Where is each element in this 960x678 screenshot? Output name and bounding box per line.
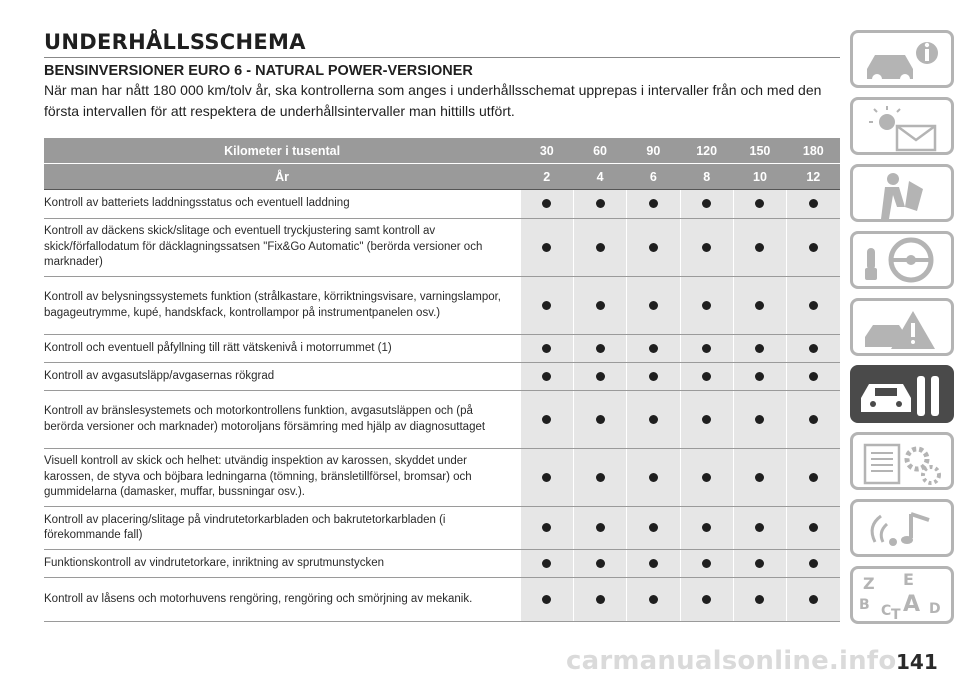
header-year-value: 12: [787, 164, 840, 190]
title-divider: [44, 57, 840, 58]
maintenance-schedule-table: [44, 138, 840, 622]
header-km-value: 150: [733, 138, 786, 164]
header-year-value: 6: [627, 164, 680, 190]
interval-cell: [680, 578, 733, 622]
check-dot-icon: [809, 372, 818, 381]
interval-cell: [733, 219, 786, 277]
interval-cell: [733, 449, 786, 507]
table-row: [44, 190, 840, 219]
check-dot-icon: [702, 243, 711, 252]
interval-cell: [733, 335, 786, 363]
interval-cell: [787, 190, 840, 219]
check-dot-icon: [649, 559, 658, 568]
check-dot-icon: [809, 243, 818, 252]
table-row: [44, 550, 840, 578]
check-dot-icon: [596, 372, 605, 381]
interval-cell: [733, 507, 786, 550]
header-year-value: 2: [520, 164, 573, 190]
check-dot-icon: [755, 559, 764, 568]
interval-cell: [680, 277, 733, 335]
interval-cell: [520, 277, 573, 335]
check-dot-icon: [809, 473, 818, 482]
interval-cell: [733, 190, 786, 219]
check-dot-icon: [809, 344, 818, 353]
interval-cell: [787, 507, 840, 550]
table-row: [44, 578, 840, 622]
technical-data-icon: [853, 435, 951, 487]
check-dot-icon: [596, 199, 605, 208]
watermark: carmanualsonline.info: [566, 646, 897, 676]
interval-cell: [627, 578, 680, 622]
interval-cell: [520, 190, 573, 219]
check-dot-icon: [596, 559, 605, 568]
index-letter: C: [881, 603, 892, 619]
interval-cell: [787, 219, 840, 277]
check-dot-icon: [702, 523, 711, 532]
check-dot-icon: [809, 559, 818, 568]
interval-cell: [787, 277, 840, 335]
interval-cell: [573, 277, 626, 335]
interval-cell: [680, 550, 733, 578]
key-steering-icon: [853, 234, 951, 286]
index-letter: B: [859, 597, 870, 613]
check-dot-icon: [755, 199, 764, 208]
header-year-value: 10: [733, 164, 786, 190]
interval-cell: [520, 335, 573, 363]
chapter-tab-car-info[interactable]: [850, 30, 954, 88]
check-dot-icon: [542, 344, 551, 353]
interval-cell: [627, 277, 680, 335]
check-description: Kontroll av låsens och motorhuvens rengöring, rengöring och smörjning av mekanik.: [44, 578, 520, 622]
check-dot-icon: [649, 301, 658, 310]
check-dot-icon: [542, 415, 551, 424]
check-dot-icon: [755, 344, 764, 353]
interval-cell: [573, 363, 626, 391]
check-dot-icon: [649, 415, 658, 424]
check-description: Funktionskontroll av vindrutetorkare, inriktning av sprutmunstycken: [44, 550, 520, 578]
interval-cell: [520, 219, 573, 277]
check-dot-icon: [755, 372, 764, 381]
interval-cell: [627, 335, 680, 363]
check-dot-icon: [809, 199, 818, 208]
check-dot-icon: [596, 243, 605, 252]
interval-cell: [520, 391, 573, 449]
table-row: [44, 219, 840, 277]
check-dot-icon: [755, 243, 764, 252]
check-dot-icon: [542, 243, 551, 252]
interval-cell: [573, 578, 626, 622]
interval-cell: [787, 335, 840, 363]
interval-cell: [680, 449, 733, 507]
header-km-value: 60: [573, 138, 626, 164]
chapter-tab-multimedia[interactable]: [850, 499, 954, 557]
index-letter: A: [903, 592, 921, 617]
interval-cell: [520, 507, 573, 550]
section-subtitle: BENSINVERSIONER EURO 6 - NATURAL POWER-VERSIONER: [44, 63, 473, 79]
check-description: Visuell kontroll av skick och helhet: utvändig inspektion av karossen, skyddet under karossen, de styva och böjbara ledningarna (tömning, bränsletillförsel, bromsar) och gummidelarna (damasker, muffar, bussningar osv.).: [44, 449, 520, 507]
schedule-rows: [44, 190, 840, 622]
check-description: Kontroll av däckens skick/slitage och eventuell tryckjustering samt kontroll av skick/förfallodatum för däcklagningssatsen "Fix&Go Automatic" (berörda versioner och marknader): [44, 219, 520, 277]
interval-cell: [733, 277, 786, 335]
check-dot-icon: [649, 372, 658, 381]
header-km-value: 180: [787, 138, 840, 164]
interval-cell: [680, 363, 733, 391]
interval-cell: [573, 391, 626, 449]
check-dot-icon: [702, 372, 711, 381]
check-dot-icon: [649, 243, 658, 252]
interval-cell: [680, 190, 733, 219]
chapter-tab-emergency-car[interactable]: [850, 298, 954, 356]
car-maintenance-icon: [853, 368, 951, 420]
interval-cell: [733, 550, 786, 578]
chapter-tab-warning-lights[interactable]: [850, 97, 954, 155]
interval-cell: [520, 449, 573, 507]
check-dot-icon: [649, 595, 658, 604]
warning-lights-icon: [853, 100, 951, 152]
check-dot-icon: [809, 301, 818, 310]
check-dot-icon: [702, 301, 711, 310]
table-row: [44, 277, 840, 335]
chapter-tab-technical-data[interactable]: [850, 432, 954, 490]
table-row: [44, 449, 840, 507]
header-year-label: År: [44, 164, 520, 190]
check-dot-icon: [755, 473, 764, 482]
check-dot-icon: [649, 523, 658, 532]
check-dot-icon: [596, 415, 605, 424]
check-description: Kontroll av placering/slitage på vindrutetorkarbladen och bakrutetorkarbladen (i förekommande fall): [44, 507, 520, 550]
chapter-tab-car-maintenance[interactable]: [850, 365, 954, 423]
header-km-label: Kilometer i tusental: [44, 138, 520, 164]
check-description: Kontroll av avgasutsläpp/avgasernas rökgrad: [44, 363, 520, 391]
index-letter: T: [891, 607, 901, 621]
check-dot-icon: [809, 523, 818, 532]
check-dot-icon: [755, 523, 764, 532]
header-km-value: 30: [520, 138, 573, 164]
intro-paragraph: När man har nått 180 000 km/tolv år, ska kontrollerna som anges i underhållsschemat upprepas i intervaller från och med den första intervallen för att respektera de underhållsintervaller man hittills utfört.: [44, 82, 822, 119]
chapter-tab-safety-airbag[interactable]: [850, 164, 954, 222]
safety-airbag-icon: [853, 167, 951, 219]
interval-cell: [733, 363, 786, 391]
alphabetical-index-icon: [853, 569, 951, 621]
interval-cell: [520, 578, 573, 622]
header-km-value: 90: [627, 138, 680, 164]
interval-cell: [627, 391, 680, 449]
interval-cell: [733, 578, 786, 622]
interval-cell: [787, 449, 840, 507]
check-dot-icon: [755, 301, 764, 310]
check-dot-icon: [702, 415, 711, 424]
interval-cell: [680, 335, 733, 363]
check-dot-icon: [596, 595, 605, 604]
check-dot-icon: [755, 415, 764, 424]
check-dot-icon: [542, 372, 551, 381]
interval-cell: [573, 335, 626, 363]
check-dot-icon: [702, 199, 711, 208]
header-row-kilometers: [44, 138, 840, 164]
index-letter: Z: [863, 574, 875, 593]
interval-cell: [627, 507, 680, 550]
check-description: Kontroll av batteriets laddningsstatus och eventuell laddning: [44, 190, 520, 219]
interval-cell: [627, 219, 680, 277]
header-row-years: [44, 164, 840, 190]
emergency-car-icon: [853, 301, 951, 353]
check-dot-icon: [542, 559, 551, 568]
interval-cell: [627, 449, 680, 507]
interval-cell: [680, 219, 733, 277]
check-dot-icon: [649, 199, 658, 208]
interval-cell: [573, 550, 626, 578]
interval-cell: [787, 391, 840, 449]
table-row: [44, 335, 840, 363]
page-title: UNDERHÅLLSSCHEMA: [44, 30, 306, 54]
chapter-tab-alphabetical-index[interactable]: [850, 566, 954, 624]
check-dot-icon: [809, 415, 818, 424]
check-dot-icon: [649, 473, 658, 482]
check-dot-icon: [702, 595, 711, 604]
check-description: Kontroll och eventuell påfyllning till rätt vätskenivå i motorrummet (1): [44, 335, 520, 363]
chapter-tab-key-steering[interactable]: [850, 231, 954, 289]
interval-cell: [627, 363, 680, 391]
check-dot-icon: [596, 344, 605, 353]
check-dot-icon: [649, 344, 658, 353]
check-dot-icon: [702, 559, 711, 568]
interval-cell: [573, 219, 626, 277]
check-dot-icon: [596, 473, 605, 482]
interval-cell: [520, 550, 573, 578]
interval-cell: [680, 391, 733, 449]
index-letter: D: [929, 601, 941, 617]
interval-cell: [573, 449, 626, 507]
header-km-value: 120: [680, 138, 733, 164]
check-dot-icon: [809, 595, 818, 604]
interval-cell: [787, 363, 840, 391]
interval-cell: [733, 391, 786, 449]
check-dot-icon: [596, 301, 605, 310]
check-dot-icon: [702, 473, 711, 482]
check-dot-icon: [596, 523, 605, 532]
interval-cell: [573, 190, 626, 219]
check-dot-icon: [702, 344, 711, 353]
interval-cell: [520, 363, 573, 391]
table-row: [44, 391, 840, 449]
interval-cell: [573, 507, 626, 550]
interval-cell: [680, 507, 733, 550]
multimedia-icon: [853, 502, 951, 554]
check-dot-icon: [542, 595, 551, 604]
check-description: Kontroll av belysningssystemets funktion (strålkastare, körriktningsvisare, varningslampor, bagageutrymme, kupé, handskfack, kontrollampor på instrumentpanelen osv.): [44, 277, 520, 335]
interval-cell: [627, 190, 680, 219]
header-year-value: 4: [573, 164, 626, 190]
header-year-value: 8: [680, 164, 733, 190]
interval-cell: [787, 578, 840, 622]
check-dot-icon: [542, 199, 551, 208]
check-dot-icon: [542, 473, 551, 482]
interval-cell: [627, 550, 680, 578]
check-dot-icon: [755, 595, 764, 604]
check-description: Kontroll av bränslesystemets och motorkontrollens funktion, avgasutsläppen och (på berörda versioner och marknader) motoroljans försämring med hjälp av diagnosuttaget: [44, 391, 520, 449]
table-row: [44, 507, 840, 550]
table-row: [44, 363, 840, 391]
interval-cell: [787, 550, 840, 578]
page-number: 141: [896, 650, 938, 674]
index-letter: E: [903, 570, 914, 589]
check-dot-icon: [542, 523, 551, 532]
car-info-icon: [853, 33, 951, 85]
check-dot-icon: [542, 301, 551, 310]
